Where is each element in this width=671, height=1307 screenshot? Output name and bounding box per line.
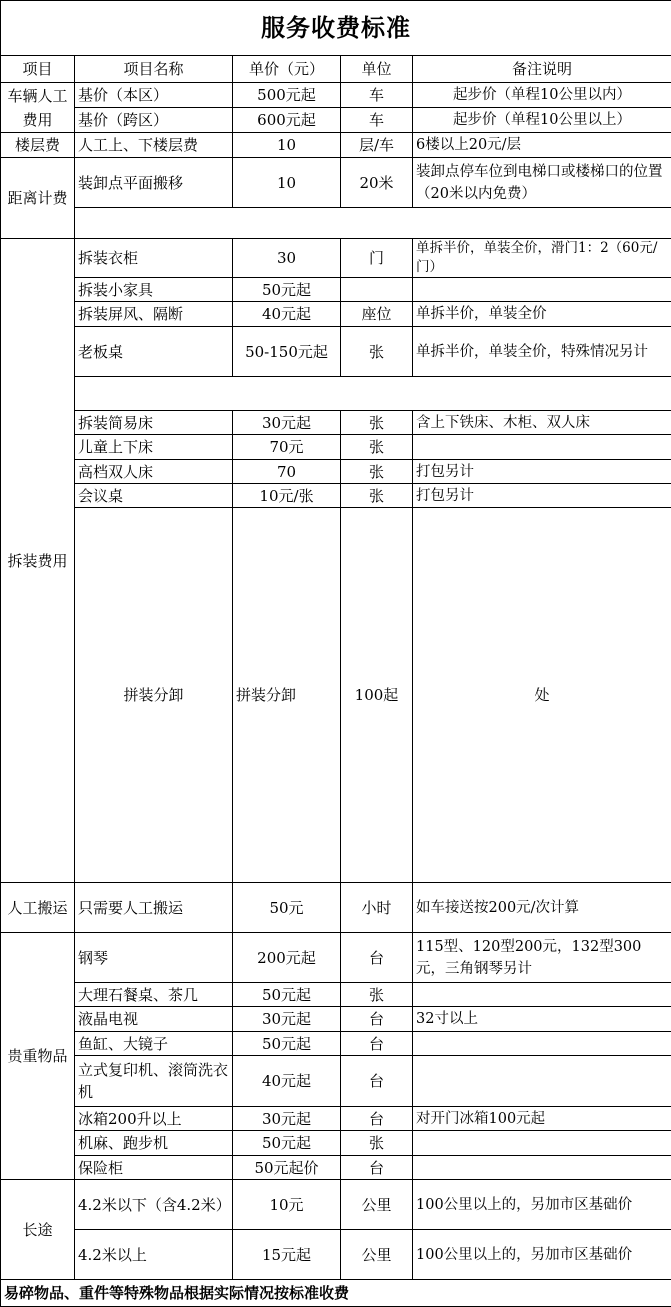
item-price: 600元起 bbox=[233, 108, 341, 133]
spacer-row bbox=[1, 377, 671, 411]
item-name: 高档双人床 bbox=[75, 460, 233, 484]
item-name: 拆装衣柜 bbox=[75, 239, 233, 278]
spacer-row bbox=[1, 208, 671, 239]
item-price: 50元起 bbox=[233, 278, 341, 302]
category-distance: 距离计费 bbox=[1, 158, 75, 239]
category-valuable: 贵重物品 bbox=[1, 933, 75, 1180]
item-price: 10元 bbox=[233, 1180, 341, 1230]
item-unit: 小时 bbox=[341, 883, 413, 933]
item-name: 钢琴 bbox=[75, 933, 233, 983]
table-row bbox=[1, 239, 671, 278]
item-unit: 20米 bbox=[341, 158, 413, 208]
item-unit: 公里 bbox=[341, 1230, 413, 1280]
item-name: 基价（跨区） bbox=[75, 108, 233, 133]
table-row bbox=[1, 933, 671, 983]
category-assembly: 拆装费用 bbox=[1, 239, 75, 883]
table-row bbox=[1, 983, 671, 1007]
item-note: 如车接送按200元/次计算 bbox=[413, 883, 671, 933]
item-name: 拆装小家具 bbox=[75, 278, 233, 302]
table-row bbox=[1, 1230, 671, 1280]
item-price: 50元起 bbox=[233, 1032, 341, 1056]
category-labor: 人工搬运 bbox=[1, 883, 75, 933]
item-price: 30元起 bbox=[233, 411, 341, 435]
item-name: 立式复印机、滚筒洗衣机 bbox=[75, 1056, 233, 1107]
item-unit: 台 bbox=[341, 933, 413, 983]
empty-cell bbox=[75, 208, 671, 239]
item-price: 50元 bbox=[233, 883, 341, 933]
table-row bbox=[1, 460, 671, 484]
item-price: 50元起 bbox=[233, 983, 341, 1007]
item-price: 30 bbox=[233, 239, 341, 278]
item-note: 单拆半价，单装全价，滑门1：2（60元/门） bbox=[413, 239, 671, 278]
item-note bbox=[413, 1032, 671, 1056]
item-price: 200元起 bbox=[233, 933, 341, 983]
table-row bbox=[1, 1007, 671, 1032]
item-name: 4.2米以下（含4.2米） bbox=[75, 1180, 233, 1230]
item-name: 拼装分卸 bbox=[233, 508, 341, 883]
header-price: 单价（元） bbox=[233, 56, 341, 83]
item-note: 含上下铁床、木柜、双人床 bbox=[413, 411, 671, 435]
item-note: 对开门冰箱100元起 bbox=[413, 1107, 671, 1131]
item-note: 起步价（单程10公里以内） bbox=[413, 83, 671, 108]
empty-cell bbox=[75, 377, 671, 411]
item-unit: 层/车 bbox=[341, 133, 413, 158]
item-price: 100起 bbox=[341, 508, 413, 883]
item-note bbox=[413, 1131, 671, 1156]
item-note: 32寸以上 bbox=[413, 1007, 671, 1032]
footer-row bbox=[1, 1280, 671, 1307]
item-unit: 台 bbox=[341, 1107, 413, 1131]
item-name: 会议桌 bbox=[75, 484, 233, 508]
table-row bbox=[1, 435, 671, 460]
table-row bbox=[1, 327, 671, 377]
item-name: 老板桌 bbox=[75, 327, 233, 377]
item-name: 机麻、跑步机 bbox=[75, 1131, 233, 1156]
item-note: 装卸点停车位到电梯口或楼梯口的位置（20米以内免费） bbox=[413, 158, 671, 208]
item-name: 儿童上下床 bbox=[75, 435, 233, 460]
category-vehicle: 车辆人工费用 bbox=[1, 83, 75, 133]
item-note: 打包另计 bbox=[413, 460, 671, 484]
item-note bbox=[413, 1156, 671, 1180]
category-floor: 楼层费 bbox=[1, 133, 75, 158]
item-unit: 台 bbox=[341, 1156, 413, 1180]
item-unit: 张 bbox=[341, 484, 413, 508]
table-row bbox=[1, 1156, 671, 1180]
item-name: 拆装简易床 bbox=[75, 411, 233, 435]
item-unit: 张 bbox=[341, 983, 413, 1007]
item-note bbox=[413, 278, 671, 302]
item-note: 100公里以上的，另加市区基础价 bbox=[413, 1230, 671, 1280]
table-row bbox=[1, 1131, 671, 1156]
table-row bbox=[1, 1180, 671, 1230]
item-unit: 座位 bbox=[341, 302, 413, 327]
header-name: 项目名称 bbox=[75, 56, 233, 83]
item-unit: 张 bbox=[341, 435, 413, 460]
item-unit: 张 bbox=[341, 1131, 413, 1156]
item-unit: 张 bbox=[341, 411, 413, 435]
item-name: 基价（本区） bbox=[75, 83, 233, 108]
item-price: 30元起 bbox=[233, 1107, 341, 1131]
item-price: 40元起 bbox=[233, 1056, 341, 1107]
item-price: 15元起 bbox=[233, 1230, 341, 1280]
item-price: 50-150元起 bbox=[233, 327, 341, 377]
table-row bbox=[1, 83, 671, 108]
category-split: 拼装分卸 bbox=[75, 508, 233, 883]
header-category: 项目 bbox=[1, 56, 75, 83]
item-note: 单拆半价，单装全价，特殊情况另计 bbox=[413, 327, 671, 377]
item-note bbox=[413, 1056, 671, 1107]
header-unit: 单位 bbox=[341, 56, 413, 83]
table-row bbox=[1, 158, 671, 208]
page-title: 服务收费标准 bbox=[1, 1, 671, 56]
item-note: 单拆半价，单装全价 bbox=[413, 302, 671, 327]
item-unit: 车 bbox=[341, 83, 413, 108]
header-row bbox=[1, 56, 671, 83]
item-price: 70元 bbox=[233, 435, 341, 460]
item-unit bbox=[341, 278, 413, 302]
item-note: 6楼以上20元/层 bbox=[413, 133, 671, 158]
item-unit: 台 bbox=[341, 1056, 413, 1107]
item-name: 冰箱200升以上 bbox=[75, 1107, 233, 1131]
item-name: 只需要人工搬运 bbox=[75, 883, 233, 933]
footer-note: 易碎物品、重件等特殊物品根据实际情况按标准收费 bbox=[1, 1280, 671, 1307]
item-note: 100公里以上的，另加市区基础价 bbox=[413, 1180, 671, 1230]
item-name: 保险柜 bbox=[75, 1156, 233, 1180]
item-note: 起步价（单程10公里以上） bbox=[413, 108, 671, 133]
table-row bbox=[1, 108, 671, 133]
item-unit: 处 bbox=[413, 508, 671, 883]
item-unit: 台 bbox=[341, 1032, 413, 1056]
table-row bbox=[1, 302, 671, 327]
table-row bbox=[1, 484, 671, 508]
item-name: 鱼缸、大镜子 bbox=[75, 1032, 233, 1056]
table-row bbox=[1, 508, 671, 883]
item-note: 115型、120型200元，132型300元，三角钢琴另计 bbox=[413, 933, 671, 983]
item-note bbox=[413, 435, 671, 460]
header-note: 备注说明 bbox=[413, 56, 671, 83]
table-row bbox=[1, 1032, 671, 1056]
table-row bbox=[1, 133, 671, 158]
item-unit: 公里 bbox=[341, 1180, 413, 1230]
table-row bbox=[1, 1056, 671, 1107]
table-row bbox=[1, 278, 671, 302]
item-price: 10 bbox=[233, 133, 341, 158]
title-row bbox=[1, 1, 671, 56]
item-price: 50元起价 bbox=[233, 1156, 341, 1180]
table-row bbox=[1, 411, 671, 435]
item-price: 500元起 bbox=[233, 83, 341, 108]
item-price: 40元起 bbox=[233, 302, 341, 327]
item-name: 人工上、下楼层费 bbox=[75, 133, 233, 158]
table-row bbox=[1, 1107, 671, 1131]
item-price: 10元/张 bbox=[233, 484, 341, 508]
item-name: 大理石餐桌、茶几 bbox=[75, 983, 233, 1007]
category-long-distance: 长途 bbox=[1, 1180, 75, 1280]
item-unit: 门 bbox=[341, 239, 413, 278]
item-note: 打包另计 bbox=[413, 484, 671, 508]
item-price: 50元起 bbox=[233, 1131, 341, 1156]
item-price: 30元起 bbox=[233, 1007, 341, 1032]
item-unit: 台 bbox=[341, 1007, 413, 1032]
item-price: 10 bbox=[233, 158, 341, 208]
item-unit: 张 bbox=[341, 327, 413, 377]
item-unit: 车 bbox=[341, 108, 413, 133]
item-name: 拆装屏风、隔断 bbox=[75, 302, 233, 327]
table-row bbox=[1, 883, 671, 933]
item-name: 装卸点平面搬移 bbox=[75, 158, 233, 208]
item-name: 液晶电视 bbox=[75, 1007, 233, 1032]
item-price: 70 bbox=[233, 460, 341, 484]
item-name: 4.2米以上 bbox=[75, 1230, 233, 1280]
item-unit: 张 bbox=[341, 460, 413, 484]
item-note bbox=[413, 983, 671, 1007]
